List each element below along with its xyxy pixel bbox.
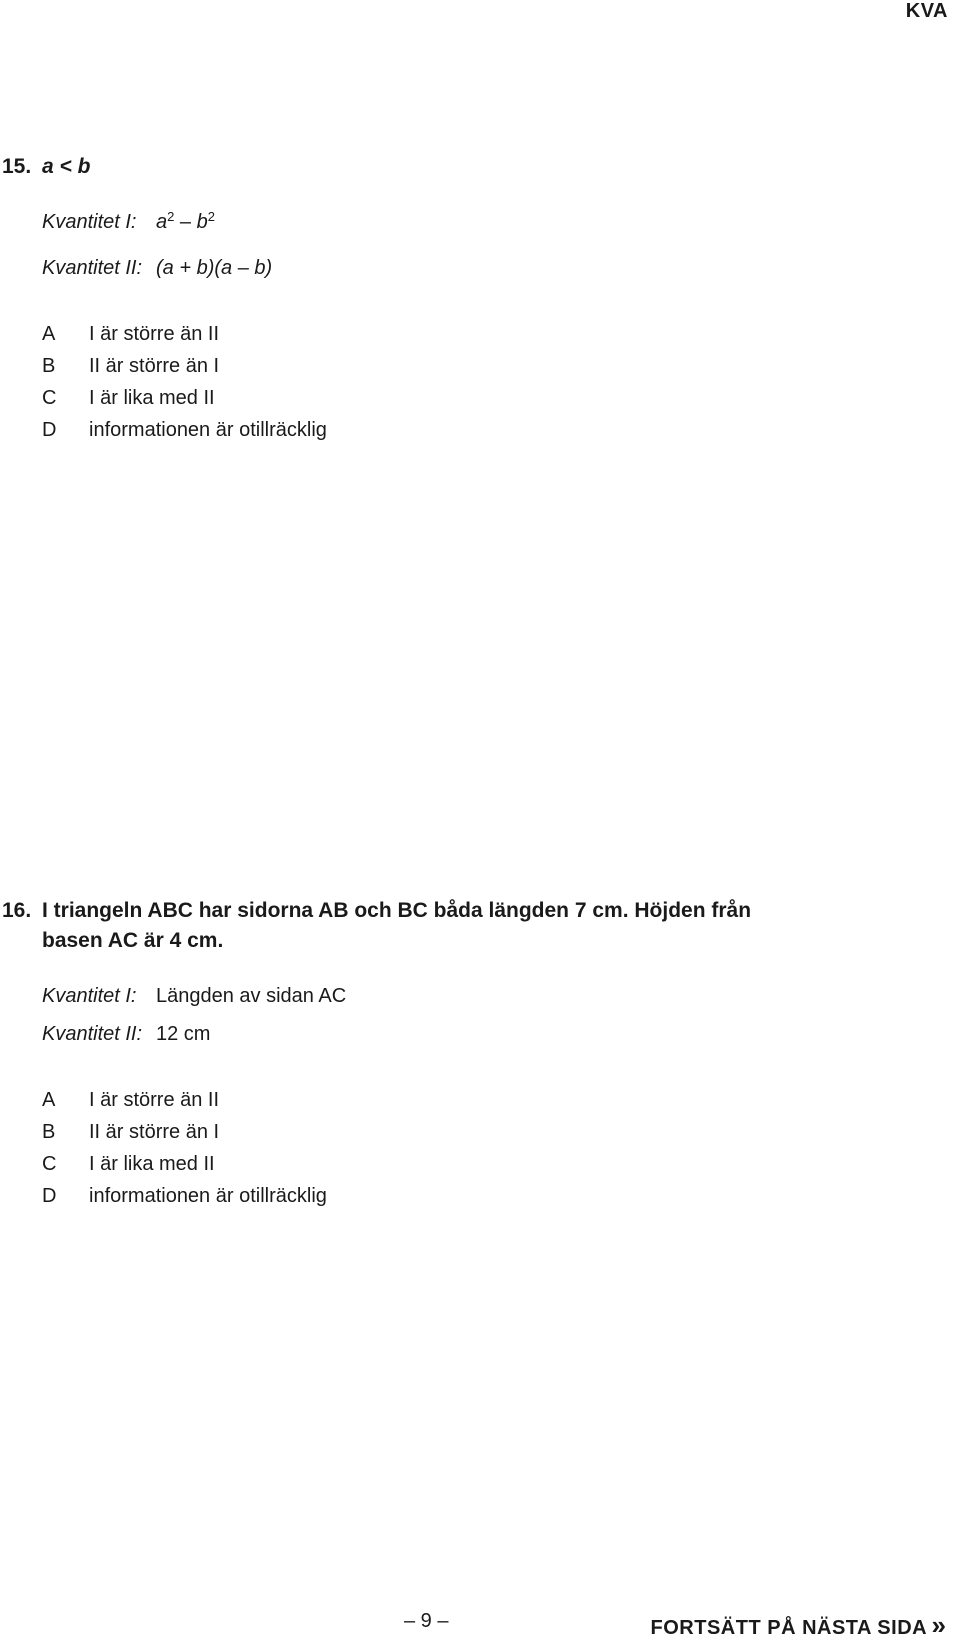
question-15-number: 15. [2, 155, 32, 178]
q16-option-d-letter: D [42, 1185, 57, 1207]
qty1-b: b [196, 211, 208, 233]
question-16-quantity-2-value: 12 cm [156, 1023, 211, 1045]
qty1-exp2: 2 [207, 209, 215, 224]
question-16-stem-line-2: basen AC är 4 cm. [42, 929, 224, 952]
page-number: – 9 – [404, 1610, 449, 1632]
question-15-quantity-2-label: Kvantitet II: [42, 257, 143, 279]
q16-option-c-letter: C [42, 1153, 57, 1175]
q16-option-a-letter: A [42, 1089, 56, 1111]
question-15-quantity-1-label: Kvantitet I: [42, 211, 137, 233]
question-15-condition: a < b [42, 155, 91, 178]
q16-option-c-text: I är lika med II [89, 1153, 215, 1175]
question-15-quantity-1-value [156, 211, 215, 234]
q15-option-d-letter: D [42, 419, 57, 441]
question-16-stem-line-1: I triangeln ABC har sidorna AB och BC båda längden 7 cm. Höjden från [42, 899, 752, 922]
question-16-quantity-1-label: Kvantitet I: [42, 985, 137, 1007]
q15-option-a-text: I är större än II [89, 323, 220, 345]
qty1-exp1: 2 [167, 209, 175, 224]
question-16-quantity-2-label: Kvantitet II: [42, 1023, 143, 1045]
question-16-quantity-1-value: Längden av sidan AC [156, 985, 347, 1007]
question-16-number: 16. [2, 899, 32, 922]
q15-option-a-letter: A [42, 323, 56, 345]
q16-option-b-text: II är större än I [89, 1121, 220, 1143]
continue-next-page [651, 1610, 946, 1641]
qty1-minus: – [174, 211, 197, 233]
question-15-quantity-2-value: (a + b)(a – b) [156, 257, 273, 279]
qty1-a: a [156, 211, 168, 233]
double-chevron-right-icon: » [931, 1610, 946, 1640]
q16-option-a-text: I är större än II [89, 1089, 220, 1111]
section-label: KVA [905, 0, 948, 22]
q15-option-c-letter: C [42, 387, 57, 409]
q15-option-d-text: informationen är otillräcklig [89, 419, 327, 441]
q15-option-b-letter: B [42, 355, 56, 377]
continue-next-page-label: FORTSÄTT PÅ NÄSTA SIDA [650, 1617, 928, 1639]
q15-option-b-text: II är större än I [89, 355, 220, 377]
q15-option-c-text: I är lika med II [89, 387, 215, 409]
q16-option-b-letter: B [42, 1121, 56, 1143]
q16-option-d-text: informationen är otillräcklig [89, 1185, 327, 1207]
